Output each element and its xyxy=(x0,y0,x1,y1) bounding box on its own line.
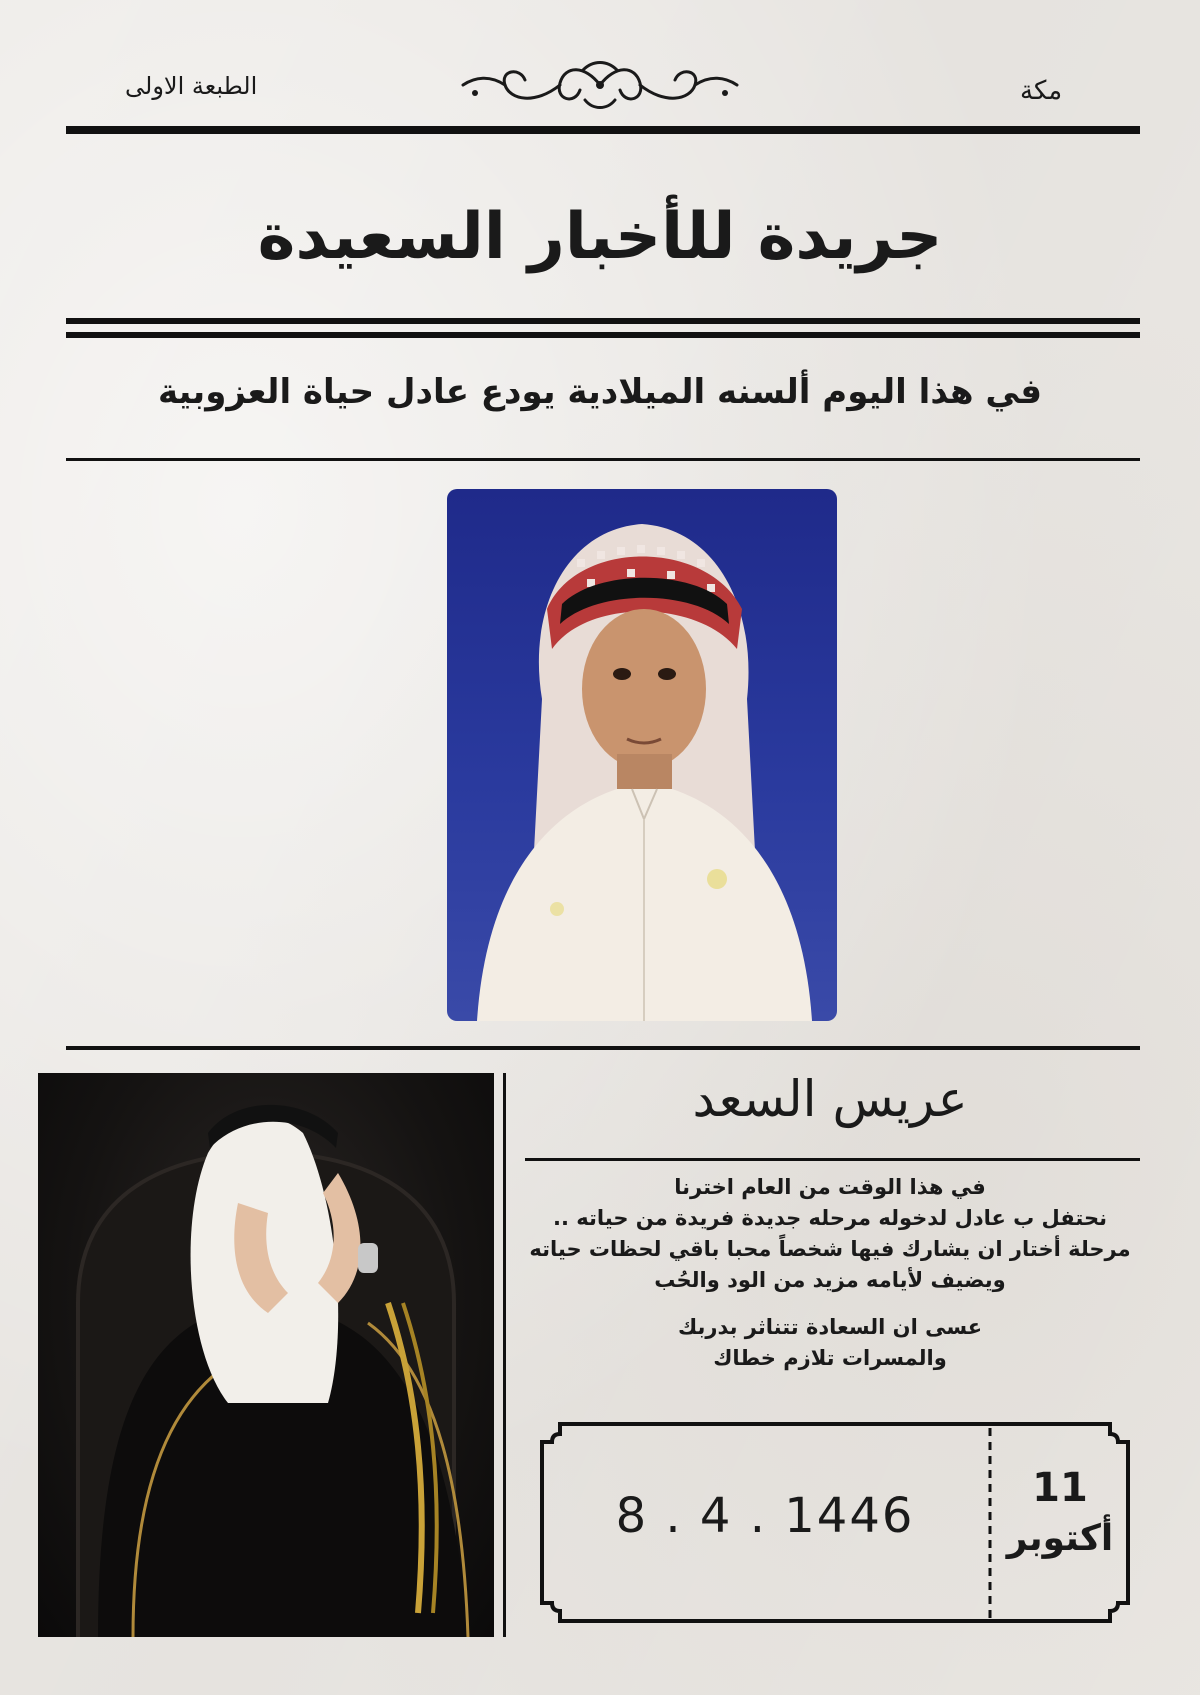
hijri-date: 8 . 4 . 1446 xyxy=(615,1488,915,1544)
photo-rule xyxy=(66,1046,1140,1050)
groom-photo xyxy=(38,1073,494,1637)
closing-line: عسى ان السعادة تتناثر بدربك xyxy=(677,1315,983,1339)
closing-line: والمسرات تلازم خطاك xyxy=(713,1346,947,1370)
title-rule-top xyxy=(66,318,1140,324)
body-line: ويضيف لأيامه مزيد من الود والحُب xyxy=(654,1268,1006,1292)
month-name: أكتوبر xyxy=(1006,1518,1114,1559)
childhood-photo xyxy=(447,489,837,1021)
body-line: نحتفل ب عادل لدخوله مرحله جديدة فريدة من حياته .. xyxy=(553,1206,1107,1230)
groom-rule xyxy=(525,1158,1140,1161)
city-label: مكة xyxy=(1020,76,1063,106)
title-rule-bottom xyxy=(66,332,1140,338)
headline: في هذا اليوم ألسنه الميلادية يودع عادل حياة العزوبية xyxy=(157,372,1043,412)
newspaper-title: جريدة للأخبار السعيدة xyxy=(257,200,943,274)
groom-title: عريس السعد xyxy=(692,1070,968,1128)
body-line: في هذا الوقت من العام اخترنا xyxy=(674,1175,986,1199)
ornament-icon xyxy=(455,55,745,115)
day-number: 11 xyxy=(1032,1465,1088,1511)
body-line: مرحلة أختار ان يشارك فيها شخصاً محبا باقي لحظات حياته xyxy=(529,1237,1131,1261)
body-text xyxy=(525,1172,1135,1374)
column-rule xyxy=(503,1073,506,1637)
header-rule xyxy=(66,126,1140,134)
edition-label: الطبعة الاولى xyxy=(125,72,258,100)
headline-rule xyxy=(66,458,1140,461)
